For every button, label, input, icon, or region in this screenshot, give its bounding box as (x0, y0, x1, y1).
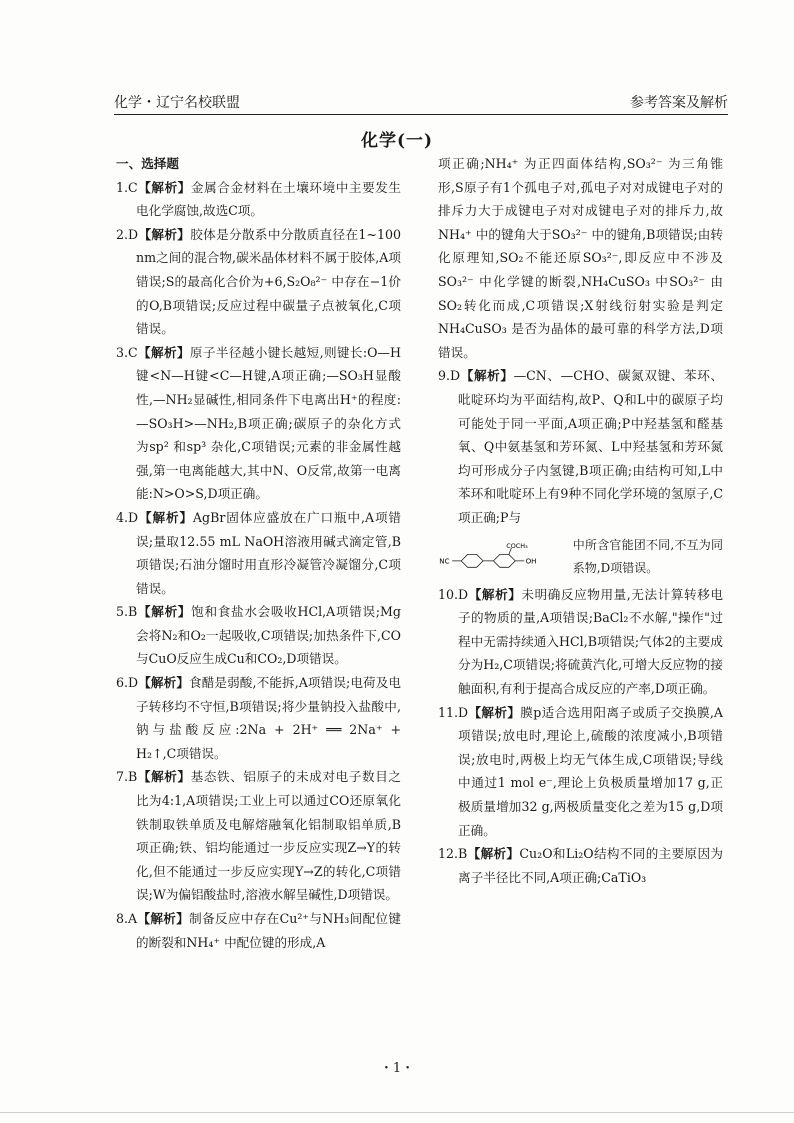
answer-item-6: 6.D【解析】食醋是弱酸,不能拆,A项错误;电荷及电子转移均不守恒,B项错误;将少量钠投入盐酸中,钠与盐酸反应:2Na + 2H⁺ ══ 2Na⁺ + H₂↑,C项错误。 (116, 675, 401, 761)
left-column (116, 152, 401, 954)
right-column (438, 152, 723, 889)
svg-text:OH: OH (525, 556, 537, 566)
header-right: 参考答案及解析 (630, 95, 728, 111)
answer-item-7: 7.B【解析】基态铁、铝原子的未成对电子数目之比为4:1,A项错误;工业上可以通过CO还原氧化铁制取铁单质及电解熔融氧化铝制取铝单质,B项正确;铁、铝均能通过一步反应实现Z→Y的转化,但不能通过一步反应实现Y→Z的转化,C项错误;W为偏铝酸盐时,溶液水解呈碱性,D项错误。 (116, 769, 402, 903)
answer-item-5: 5.B【解析】饱和食盐水会吸收HCl,A项错误;Mg会将N₂和O₂一起吸收,C项错误;加热条件下,CO与CuO反应生成Cu和CO₂,D项错误。 (116, 604, 401, 667)
answer-item-12: 12.B【解析】Cu₂O和Li₂O结构不同的主要原因为离子半径比不同,A项正确;CaTiO₃ (438, 846, 724, 885)
structural-formula (438, 534, 723, 581)
scan-edge-divider (0, 1112, 794, 1113)
section-heading: 一、选择题 (116, 156, 179, 171)
answer-item-2: 2.D【解析】胶体是分散系中分散质直径在1~100 nm之间的混合物,碳米晶体材料不属于胶体,A项错误;S的最高化合价为+6,S₂O₈²⁻ 中存在−1价的O,B项错误;反应过程中碳量子点被氧化,C项错误。 (116, 226, 402, 337)
svg-text:COCH₃: COCH₃ (506, 542, 528, 551)
answer-item-8: 8.A【解析】制备反应中存在Cu²⁺与NH₃间配位键的断裂和NH₄⁺ 中配位键的形成,A (116, 911, 402, 950)
svg-text:NC: NC (439, 556, 450, 566)
answer-item-3: 3.C【解析】原子半径越小键长越短,则键长:O—H键<N—H键<C—H键,A项正确;—SO₃H显酸性,—NH₂显碱性,相同条件下电离出H⁺的程度:—SO₃H>—NH₂,B项正确;碳原子的杂化方式为sp² 和sp³ 杂化,C项错误;元素的非金属性越强,第一电离能越大,其中N、O反常,故第一电离能:N>O>S,D项正确。 (116, 344, 402, 502)
header-left: 化学・辽宁名校联盟 (114, 95, 240, 111)
answer-item-10: 10.D【解析】未明确反应物用量,无法计算转移电子的物质的量,A项错误;BaCl₂不水解,"操作"过程中无需持续通入HCl,B项错误;气体2的主要成分为H₂,C项错误;将硫黄汽化,可增大反应物的接触面积,有利于提高合成反应的产率,D项正确。 (438, 586, 723, 697)
biphenyl-structure-icon (438, 535, 567, 579)
page-title: 化学(一) (360, 131, 434, 151)
page-number: ・1・ (379, 1061, 415, 1076)
page-header (114, 90, 728, 115)
answer-item-9: 9.D【解析】—CN、—CHO、碳氮双键、苯环、吡啶环均为平面结构,故P、Q和L中的碳原子均可能处于同一平面,A项正确;P中羟基氢和醛基氧、Q中氨基氢和芳环氮、L中羟基氢和芳环氮均可形成分子内氢键,B项正确;由结构可知,L中苯环和吡啶环上有9种不同化学环境的氢原子,C项正确;P与 (438, 368, 723, 525)
structure-caption: 中所含官能团不同,不互为同系物,D项错误。 (572, 537, 723, 576)
answer-item-1: 1.C【解析】金属合金材料在土壤环境中主要发生电化学腐蚀,故选C项。 (116, 179, 402, 219)
answer-item-11: 11.D【解析】膜p适合选用阳离子或质子交换膜,A项错误;放电时,理论上,硫酸的浓度减小,B项错误;放电时,两极上均无气体生成,C项错误;导线中通过1 mol e⁻,理论上负极质量增加17 g,正极质量增加32 g,两极质量变化之差为15 g,D项正确。 (438, 704, 723, 838)
answer-item-8-continued: 项正确;NH₄⁺ 为正四面体结构,SO₃²⁻ 为三角锥形,S原子有1个孤电子对,孤电子对对成键电子对的排斥力大于成键电子对对成键电子对的排斥力,故NH₄⁺ 中的键角大于SO₃²⁻ 中的键角,B项错误;由转化原理知,SO₂不能还原SO₃²⁻,即反应中不涉及SO₃²⁻ 中化学键的断裂,NH₄CuSO₃ 中SO₃²⁻ 由SO₂转化而成,C项错误;X射线衍射实验是判定NH₄CuSO₃ 是否为晶体的最可靠的科学方法,D项错误。 (438, 156, 723, 360)
answer-item-4: 4.D【解析】AgBr固体应盛放在广口瓶中,A项错误;量取12.55 mL NaOH溶液用碱式滴定管,B项错误;石油分馏时用直形冷凝管冷凝馏分,C项错误。 (116, 509, 402, 596)
